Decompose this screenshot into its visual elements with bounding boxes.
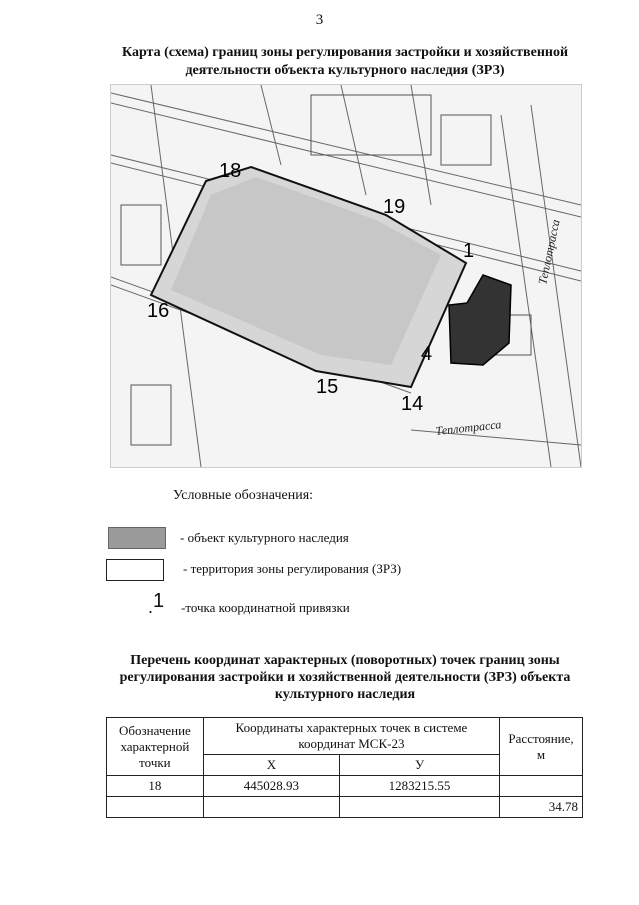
control-point-symbol: .1	[148, 590, 165, 617]
cell-x: 445028.93	[203, 776, 339, 797]
page-number: 3	[315, 12, 324, 28]
cell-point: 18	[107, 776, 204, 797]
table-row	[107, 797, 583, 818]
coordinates-list-title: Перечень координат характерных (поворотных) точек границ зоны регулирования застройки и хозяйственной деятельности (ЗРЗ) объекта культурного наследия	[119, 653, 571, 702]
header-y: У	[340, 755, 500, 776]
cell-point	[107, 797, 204, 818]
map-drawing	[111, 85, 581, 467]
cell-x	[203, 797, 339, 818]
cell-y: 1283215.55	[340, 776, 500, 797]
point-label-4: 4	[421, 343, 433, 365]
map-title: Карта (схема) границ зоны регулирования застройки и хозяйственной деятельности объекта культурного наследия (ЗРЗ)	[121, 45, 569, 78]
point-label-18: 18	[219, 160, 242, 182]
cadastral-map	[110, 84, 582, 468]
point-label-19: 19	[383, 196, 406, 218]
heritage-object-shape	[449, 275, 511, 365]
street-label-bottom: Теплотрасса	[434, 417, 502, 438]
coordinates-table	[106, 717, 583, 818]
point-label-1: 1	[463, 240, 475, 262]
legend-heading: Условные обозначения:	[173, 488, 314, 503]
legend-text-heritage: - объект культурного наследия	[180, 530, 349, 545]
header-distance: Расстояние, м	[500, 718, 583, 776]
point-label-16: 16	[147, 300, 170, 322]
point-label-15: 15	[316, 376, 339, 398]
header-coords: Координаты характерных точек в системе координат МСК-23	[203, 718, 499, 755]
legend-text-zone: - территория зоны регулирования (ЗРЗ)	[183, 561, 402, 576]
cell-distance	[500, 776, 583, 797]
cell-distance: 34.78	[500, 797, 583, 818]
table-row	[107, 776, 583, 797]
header-x: Х	[203, 755, 339, 776]
legend-text-point: -точка координатной привязки	[181, 600, 350, 615]
header-point: Обозначение характерной точки	[107, 718, 204, 776]
zone-swatch	[106, 559, 164, 581]
heritage-swatch	[108, 527, 166, 549]
cell-y	[340, 797, 500, 818]
point-label-14: 14	[401, 393, 424, 415]
street-label-right: Теплотрасса	[535, 218, 563, 286]
